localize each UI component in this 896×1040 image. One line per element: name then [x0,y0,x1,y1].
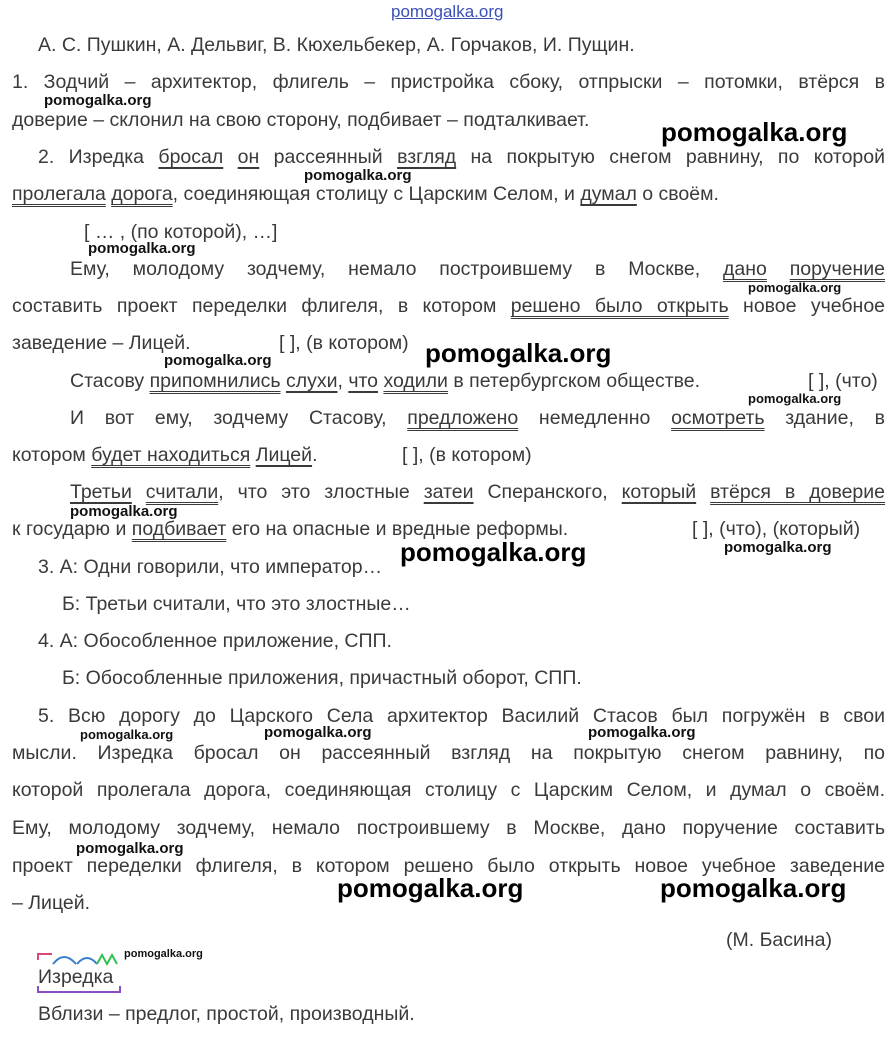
word-predicate: ходили [383,370,448,392]
task3-answer-a: 3. А: Одни говорили, что император… [38,556,383,578]
task4-answer-b: Б: Обособленные приложения, причастный оборот, СПП. [62,667,582,689]
word: , соединяющая столицу с Царским Селом, и [172,183,575,205]
word-predicate: предложено [407,407,519,429]
word-predicate: втёрся в доверие [710,481,886,503]
watermark: pomogalka.org [660,873,847,903]
watermark: pomogalka.org [88,240,196,257]
watermark: pomogalka.org [724,539,832,556]
watermark: pomogalka.org [748,391,842,406]
word: , [337,370,343,392]
word-subject: Третьи [70,481,132,503]
word-subject: дорога [111,183,173,205]
scheme-3: [ ], (что) [808,370,878,392]
word: здание, в [785,407,885,429]
word-subject: поручение [789,258,886,280]
word: о своём. [642,183,719,205]
morphemic-parse [36,948,126,994]
last-line: Вблизи – предлог, простой, производный. [38,1003,415,1025]
task2-line2 [12,182,719,206]
word: И вот ему, зодчему Стасову, [70,407,387,429]
word: составить проект переделки флигеля, в котором [12,295,497,317]
parse-word: Изредка [38,966,114,988]
para5-line2 [12,443,317,467]
word-subject: он [237,146,260,168]
word-predicate: подбивает [131,518,227,540]
watermark: pomogalka.org [337,873,524,903]
para6-line1 [70,480,885,504]
watermark: pomogalka.org [588,724,696,741]
watermark: pomogalka.org [748,280,842,295]
word: рассеянный [273,146,383,168]
watermark: pomogalka.org [76,840,184,857]
para4-line1 [70,369,700,393]
scheme-5: [ ], (что), (который) [692,518,861,540]
watermark: pomogalka.org [304,167,412,184]
para3-line3: заведение – Лицей. [12,332,191,354]
para5-line1 [70,406,885,430]
word: его на опасные и вредные реформы. [231,518,569,540]
scheme-1: [ … , (по которой), …] [84,221,278,243]
watermark: pomogalka.org [70,503,178,520]
para3-line1 [70,257,885,281]
word: новое учебное [743,295,886,317]
watermark: pomogalka.org [400,537,587,567]
word: Стасову [70,370,145,392]
word-predicate: думал [580,183,637,205]
watermark: pomogalka.org [661,117,848,147]
word-predicate: решено было открыть [510,295,729,317]
word-subject: Лицей [255,444,313,466]
word-object: взгляд [397,146,457,168]
task5-line4: Ему, молодому зодчему, немало построившему в Москве, дано поручение составить [12,817,885,839]
word: к государю и [12,518,127,540]
word-predicate: пролегала [12,183,106,205]
para3-line2 [12,294,885,318]
scheme-4: [ ], (в котором) [402,444,532,466]
word: Сперанского, [487,481,608,503]
word: на покрытую снегом равнину, по которой [470,146,886,168]
task4-answer-a: 4. А: Обособленное приложение, СПП. [38,630,392,652]
watermark: pomogalka.org [44,92,152,109]
word-predicate: бросал [158,146,224,168]
watermark: pomogalka.org [124,948,203,960]
word-predicate: считали [145,481,219,503]
task5-line3: которой пролегала дорога, соединяющая столицу с Царским Селом, и думал о своём. [12,779,885,801]
source-author: (М. Басина) [726,929,832,951]
task3-answer-b: Б: Третьи считали, что это злостные… [62,593,411,615]
word-subject: слухи [285,370,338,392]
word: Ему, молодому зодчему, немало построившему в Москве, [70,258,701,280]
word: . [312,444,318,466]
word-subject: что [348,370,379,392]
task5-line2: мысли. Изредка бросал он рассеянный взгляд на покрытую снегом равнину, по [12,742,885,764]
task5-line6: – Лицей. [12,892,91,914]
word-predicate: дано [723,258,767,280]
word: немедленно [538,407,651,429]
scheme-2: [ ], (в котором) [279,332,409,354]
word-subject: который [621,481,697,503]
word-predicate: осмотреть [671,407,765,429]
word: котором [12,444,86,466]
watermark: pomogalka.org [164,352,272,369]
task1-line2: доверие – склонил на свою сторону, подбивает – подталкивает. [12,109,590,131]
authors-line: А. С. Пушкин, А. Дельвиг, В. Кюхельбекер, А. Горчаков, И. Пущин. [38,34,635,56]
task5-line5: проект переделки флигеля, в котором решено было открыть новое учебное заведение [12,855,885,877]
word-predicate: припомнились [149,370,281,392]
task5-line1: 5. Всю дорогу до Царского Села архитектор Василий Стасов был погружён в свои [38,705,885,727]
word: в петербургском обществе. [453,370,701,392]
watermark: pomogalka.org [80,727,174,742]
watermark-top[interactable]: pomogalka.org [391,2,504,21]
word-predicate: будет находиться [91,444,251,466]
word-subject: затеи [423,481,474,503]
watermark: pomogalka.org [264,724,372,741]
task1-line1: 1. Зодчий – архитектор, флигель – пристройка сбоку, отпрыски – потомки, втёрся в [12,71,885,93]
word: , что это злостные [218,481,410,503]
watermark: pomogalka.org [425,338,612,368]
task2-line1 [38,145,885,169]
word: 2. Изредка [38,146,145,168]
